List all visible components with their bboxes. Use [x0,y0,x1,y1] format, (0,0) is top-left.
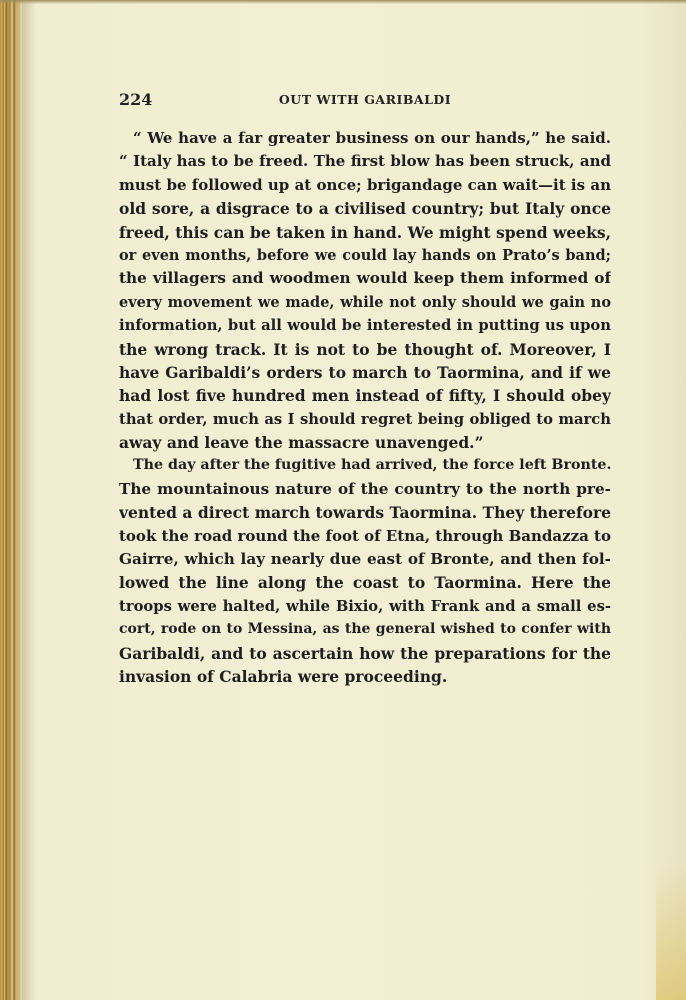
text-line: The day after the fugitive had arrived, the force left Bronte. [133,457,611,474]
text-line: took the road round the foot of Etna, through Bandazza to [119,526,611,545]
text-line: lowed the line along the coast to Taormina. Here the [119,573,611,593]
text-line: troops were halted, while Bixio, with Frank and a small es- [119,597,611,615]
text-line: cort, rode on to Messina, as the general wished to confer with [119,621,611,638]
text-line: every movement we made, while not only should we gain no [119,293,611,311]
text-line: Gairre, which lay nearly due east of Bronte, and then fol- [119,550,611,569]
text-line: invasion of Calabria were proceeding. [119,666,448,686]
text-line: “ Italy has to be freed. The first blow has been struck, and [119,152,611,171]
page-number: 224 [119,90,153,109]
page-top-edge [0,0,686,4]
text-line: information, but all would be interested in putting us upon [119,317,611,335]
book-binding-edge [0,0,22,1000]
text-line: the wrong track. It is not to be thought of. Moreover, I [119,339,611,359]
text-line: have Garibaldi’s orders to march to Taormina, and if we [119,362,611,382]
text-line: The mountainous nature of the country to the north pre- [119,479,611,498]
binding-shadow [22,0,36,1000]
text-line: or even months, before we could lay hands on Prato’s band; [119,246,611,264]
text-line: vented a direct march towards Taormina. They therefore [119,503,611,523]
text-line: “ We have a far greater business on our hands,” he said. [133,129,611,147]
text-line: freed, this can be taken in hand. We might spend weeks, [119,222,611,242]
text-line: had lost five hundred men instead of fifty, I should obey [119,386,611,406]
text-line: old sore, a disgrace to a civilised country; but Italy once [119,199,611,219]
page-corner-shade [656,860,686,1000]
text-line: that order, much as I should regret being obliged to march [119,410,611,428]
text-line: away and leave the massacre unavenged.” [119,433,484,453]
body-text [119,127,611,688]
text-line: Garibaldi, and to ascertain how the preparations for the [119,643,611,663]
text-line: must be followed up at once; brigandage can wait—it is an [119,175,611,194]
running-head: OUT WITH GARIBALDI [278,92,452,107]
text-line: the villagers and woodmen would keep them informed of [119,269,611,288]
page-header [119,90,611,114]
